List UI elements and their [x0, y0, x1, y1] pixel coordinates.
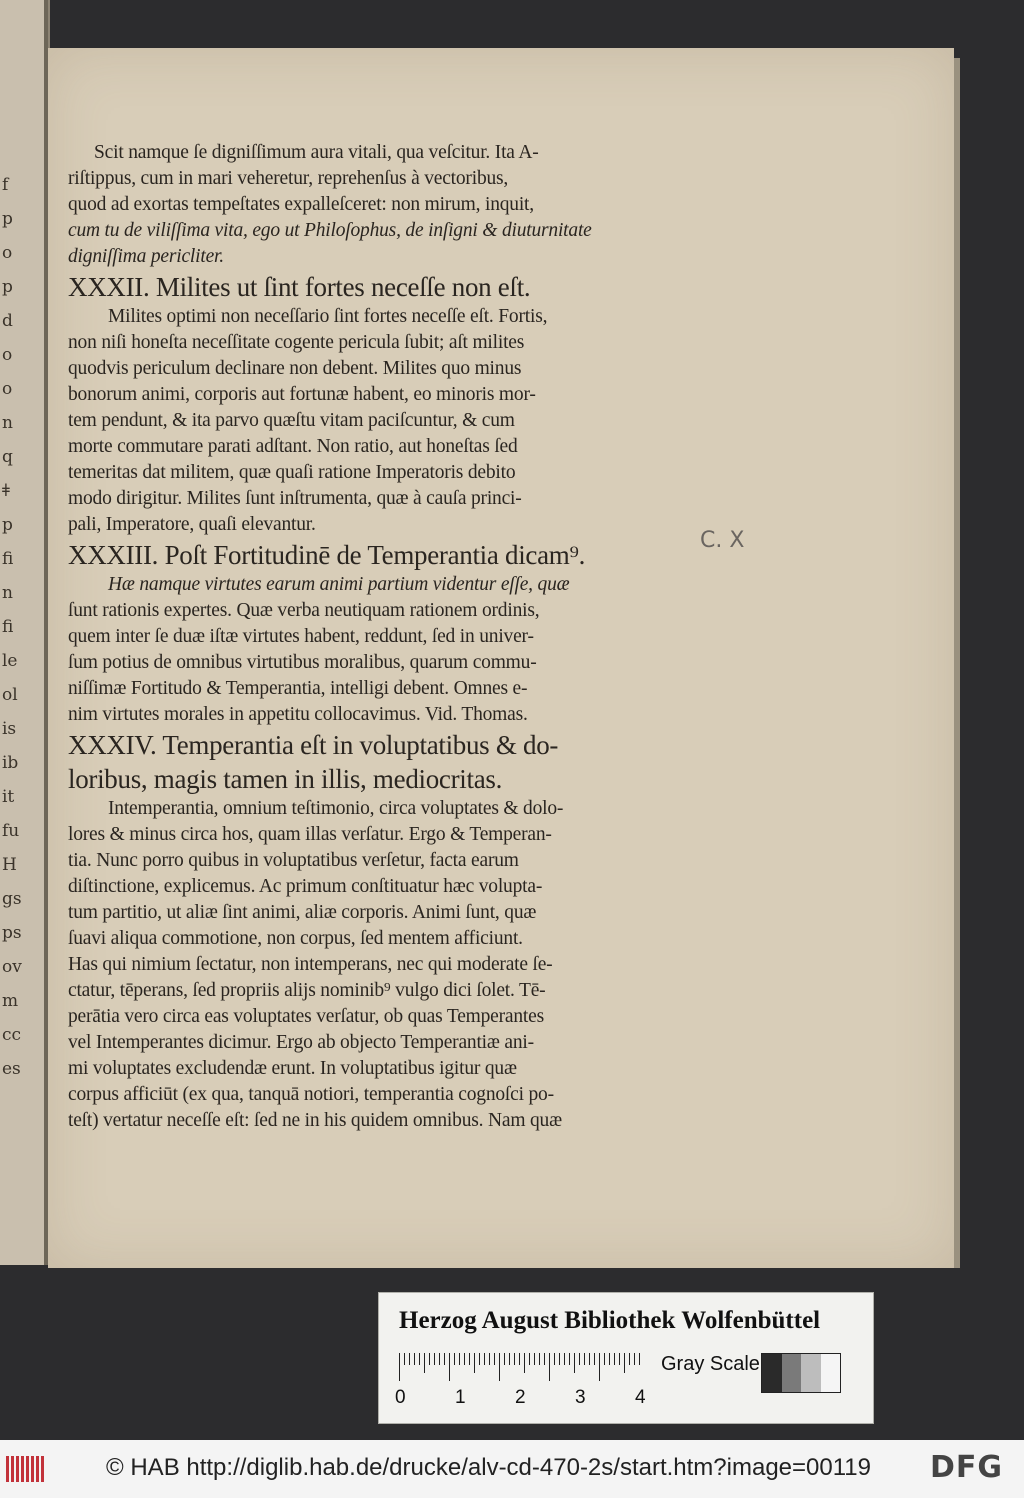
- ruler-tick: [414, 1353, 415, 1365]
- text-line: modo dirigitur. Milites ſunt inſtrumenta, quæ à cauſa princi-: [68, 488, 522, 509]
- text-line: pali, Imperatore, quaſi elevantur.: [68, 514, 316, 535]
- ruler-tick: [514, 1353, 515, 1365]
- text-line: ſunt rationis expertes. Quæ verba neutiquam rationem ordinis,: [68, 600, 540, 621]
- text-line: nim virtutes morales in appetitu collocavimus. Vid. Thomas.: [68, 704, 528, 725]
- text-line: cum tu de viliſſima vita, ego ut Philoſophus, de inſigni & diuturnitate: [68, 220, 592, 241]
- barcode-bar: [26, 1456, 29, 1482]
- barcode-bar: [11, 1456, 14, 1482]
- text-line: perātia vero circa eas voluptates verſatur, ob quas Temperantes: [68, 1006, 544, 1027]
- section-heading: XXXII. Milites ut ſint fortes neceſſe non eſt.: [68, 272, 531, 302]
- adjacent-letter: d: [2, 311, 13, 331]
- adjacent-letter: p: [2, 277, 13, 297]
- ruler-tick: [409, 1353, 410, 1365]
- ruler-tick: [494, 1353, 495, 1365]
- ruler-tick: [464, 1353, 465, 1365]
- adjacent-letter: p: [2, 209, 13, 229]
- ruler-tick: [594, 1353, 595, 1365]
- adjacent-page-letters: [0, 0, 44, 1265]
- adjacent-letter: ib: [2, 753, 19, 773]
- ruler-tick: [579, 1353, 580, 1365]
- ruler-tick: [634, 1353, 635, 1365]
- scale-number: 3: [575, 1387, 586, 1408]
- ruler-tick: [549, 1353, 550, 1381]
- adjacent-letter: gs: [2, 889, 22, 909]
- scale-ruler: [399, 1353, 647, 1383]
- gray-swatch: [782, 1354, 802, 1392]
- ruler-tick: [404, 1353, 405, 1365]
- adjacent-letter: fu: [2, 821, 20, 841]
- adjacent-letter: o: [2, 379, 13, 399]
- ruler-tick: [569, 1353, 570, 1365]
- ruler-tick: [604, 1353, 605, 1365]
- ruler-tick: [564, 1353, 565, 1365]
- ruler-tick: [479, 1353, 480, 1365]
- barcode-bar: [31, 1456, 34, 1482]
- library-label-card: [378, 1292, 874, 1424]
- adjacent-letter: p: [2, 515, 13, 535]
- adjacent-letter: it: [2, 787, 15, 807]
- barcode-bar: [6, 1456, 9, 1482]
- scale-number: 1: [455, 1387, 466, 1408]
- ruler-tick: [424, 1353, 425, 1373]
- text-line: tem pendunt, & ita parvo quæſtu vitam paciſcuntur, & cum: [68, 410, 515, 431]
- adjacent-letter: fi: [2, 549, 14, 569]
- gray-scale-swatches: [761, 1353, 841, 1393]
- text-line: bonorum animi, corporis aut fortunæ habent, eo minoris mor-: [68, 384, 536, 405]
- adjacent-letter: m: [2, 991, 19, 1011]
- adjacent-letter: cc: [2, 1025, 22, 1045]
- ruler-tick: [589, 1353, 590, 1365]
- dfg-logo: DFG: [930, 1450, 1004, 1485]
- text-line: tum partitio, ut aliæ ſint animi, aliæ corporis. Animi ſunt, quæ: [68, 902, 537, 923]
- section-heading: XXXIV. Temperantia eſt in voluptatibus & do-: [68, 730, 559, 760]
- scale-number: 2: [515, 1387, 526, 1408]
- adjacent-letter: es: [2, 1059, 21, 1079]
- text-line: Has qui nimium ſectatur, non intemperans, nec qui moderate ſe-: [68, 954, 553, 975]
- ruler-tick: [489, 1353, 490, 1365]
- gray-swatch: [801, 1354, 821, 1392]
- barcode-bar: [41, 1456, 44, 1482]
- margin-annotation: C. X: [700, 528, 745, 553]
- ruler-tick: [599, 1353, 600, 1381]
- adjacent-page-strip: [0, 0, 50, 1265]
- scale-number: 0: [395, 1387, 406, 1408]
- adjacent-letter: o: [2, 243, 13, 263]
- barcode-bar: [16, 1456, 19, 1482]
- ruler-tick: [399, 1353, 400, 1381]
- barcode-bar: [36, 1456, 39, 1482]
- barcode-logo-icon: [6, 1456, 46, 1482]
- text-line: tia. Nunc porro quibus in voluptatibus verſetur, facta earum: [68, 850, 519, 871]
- text-line: morte commutare parati adſtant. Non ratio, aut honeſtas ſed: [68, 436, 518, 457]
- ruler-tick: [614, 1353, 615, 1365]
- ruler-tick: [429, 1353, 430, 1365]
- text-line: quodvis periculum declinare non debent. Milites quo minus: [68, 358, 522, 379]
- library-name: Herzog August Bibliothek Wolfenbüttel: [399, 1307, 821, 1334]
- text-line: quem inter ſe duæ iſtæ virtutes habent, reddunt, ſed in univer-: [68, 626, 534, 647]
- ruler-tick: [544, 1353, 545, 1365]
- adjacent-letter: ol: [2, 685, 18, 705]
- ruler-tick: [524, 1353, 525, 1373]
- page-edge: [954, 58, 960, 1268]
- adjacent-letter: n: [2, 413, 13, 433]
- gray-swatch: [821, 1354, 841, 1392]
- ruler-tick: [499, 1353, 500, 1381]
- ruler-tick: [459, 1353, 460, 1365]
- text-line: quod ad exortas tempeſtates expalleſceret: non mirum, inquit,: [68, 194, 534, 215]
- text-line: Hæ namque virtutes earum animi partium videntur eſſe, quæ: [108, 574, 570, 595]
- ruler-tick: [554, 1353, 555, 1365]
- ruler-tick: [444, 1353, 445, 1365]
- ruler-tick: [474, 1353, 475, 1373]
- gray-scale-label: Gray Scale: [661, 1353, 760, 1375]
- text-line: niſſimæ Fortitudo & Temperantia, intelligi debent. Omnes e-: [68, 678, 528, 699]
- text-line: Milites optimi non neceſſario ſint fortes neceſſe eſt. Fortis,: [108, 306, 548, 327]
- adjacent-letter: ov: [2, 957, 22, 977]
- footer-citation[interactable]: © HAB http://diglib.hab.de/drucke/alv-cd-470-2s/start.htm?image=00119: [106, 1454, 871, 1481]
- ruler-tick: [639, 1353, 640, 1365]
- text-line: vel Intemperantes dicimur. Ergo ab objecto Temperantiæ ani-: [68, 1032, 534, 1053]
- adjacent-letter: H: [2, 855, 17, 875]
- ruler-tick: [519, 1353, 520, 1365]
- adjacent-letter: ǂ: [2, 481, 10, 501]
- text-line: diſtinctione, explicemus. Ac primum conſtituatur hæc volupta-: [68, 876, 543, 897]
- ruler-tick: [539, 1353, 540, 1365]
- ruler-tick: [449, 1353, 450, 1381]
- adjacent-letter: n: [2, 583, 13, 603]
- ruler-tick: [529, 1353, 530, 1365]
- section-heading: XXXIII. Poſt Fortitudinē de Temperantia dicam⁹.: [68, 540, 586, 570]
- ruler-tick: [609, 1353, 610, 1365]
- section-heading: loribus, magis tamen in illis, mediocritas.: [68, 764, 503, 794]
- text-line: mi voluptates excludendæ erunt. In voluptatibus igitur quæ: [68, 1058, 517, 1079]
- ruler-tick: [509, 1353, 510, 1365]
- text-line: ſuavi aliqua commotione, non corpus, ſed mentem afficiunt.: [68, 928, 523, 949]
- ruler-tick: [619, 1353, 620, 1365]
- ruler-tick: [534, 1353, 535, 1365]
- ruler-tick: [434, 1353, 435, 1365]
- adjacent-letter: le: [2, 651, 18, 671]
- adjacent-letter: is: [2, 719, 17, 739]
- page-text: [68, 140, 768, 1134]
- text-line: corpus afficiūt (ex qua, tanquā notiori, temperantia cognoſci po-: [68, 1084, 554, 1105]
- text-line: lores & minus circa hos, quam illas verſatur. Ergo & Temperan-: [68, 824, 552, 845]
- adjacent-letter: ps: [2, 923, 22, 943]
- adjacent-letter: o: [2, 345, 13, 365]
- ruler-tick: [584, 1353, 585, 1365]
- text-line: ſum potius de omnibus virtutibus moralibus, quarum commu-: [68, 652, 537, 673]
- ruler-tick: [574, 1353, 575, 1373]
- text-line: non niſi honeſta neceſſitate cogente pericula ſubit; aſt milites: [68, 332, 525, 353]
- book-page: [48, 48, 954, 1268]
- gray-swatch: [762, 1354, 782, 1392]
- scale-number: 4: [635, 1387, 646, 1408]
- adjacent-letter: q: [2, 447, 13, 467]
- text-line: ctatur, tēperans, ſed propriis alijs nominib⁹ vulgo dici ſolet. Tē-: [68, 980, 546, 1001]
- ruler-tick: [559, 1353, 560, 1365]
- text-line: temeritas dat militem, quæ quaſi ratione Imperatoris debito: [68, 462, 516, 483]
- text-line: Scit namque ſe digniſſimum aura vitali, qua veſcitur. Ita A-: [94, 142, 539, 163]
- adjacent-letter: fi: [2, 617, 14, 637]
- ruler-tick: [439, 1353, 440, 1365]
- adjacent-letter: f: [2, 175, 9, 195]
- text-line: digniſſima pericliter.: [68, 246, 224, 267]
- ruler-tick: [419, 1353, 420, 1365]
- ruler-tick: [469, 1353, 470, 1365]
- text-line: riſtippus, cum in mari veheretur, reprehenſus à vectoribus,: [68, 168, 509, 189]
- footer-bar: [0, 1440, 1024, 1498]
- text-line: Intemperantia, omnium teſtimonio, circa voluptates & dolo-: [108, 798, 564, 819]
- ruler-tick: [484, 1353, 485, 1365]
- ruler-tick: [454, 1353, 455, 1365]
- ruler-tick: [624, 1353, 625, 1373]
- ruler-tick: [504, 1353, 505, 1365]
- ruler-tick: [629, 1353, 630, 1365]
- text-line: teſt) vertatur neceſſe eſt: ſed ne in his quidem omnibus. Nam quæ: [68, 1110, 562, 1131]
- barcode-bar: [21, 1456, 24, 1482]
